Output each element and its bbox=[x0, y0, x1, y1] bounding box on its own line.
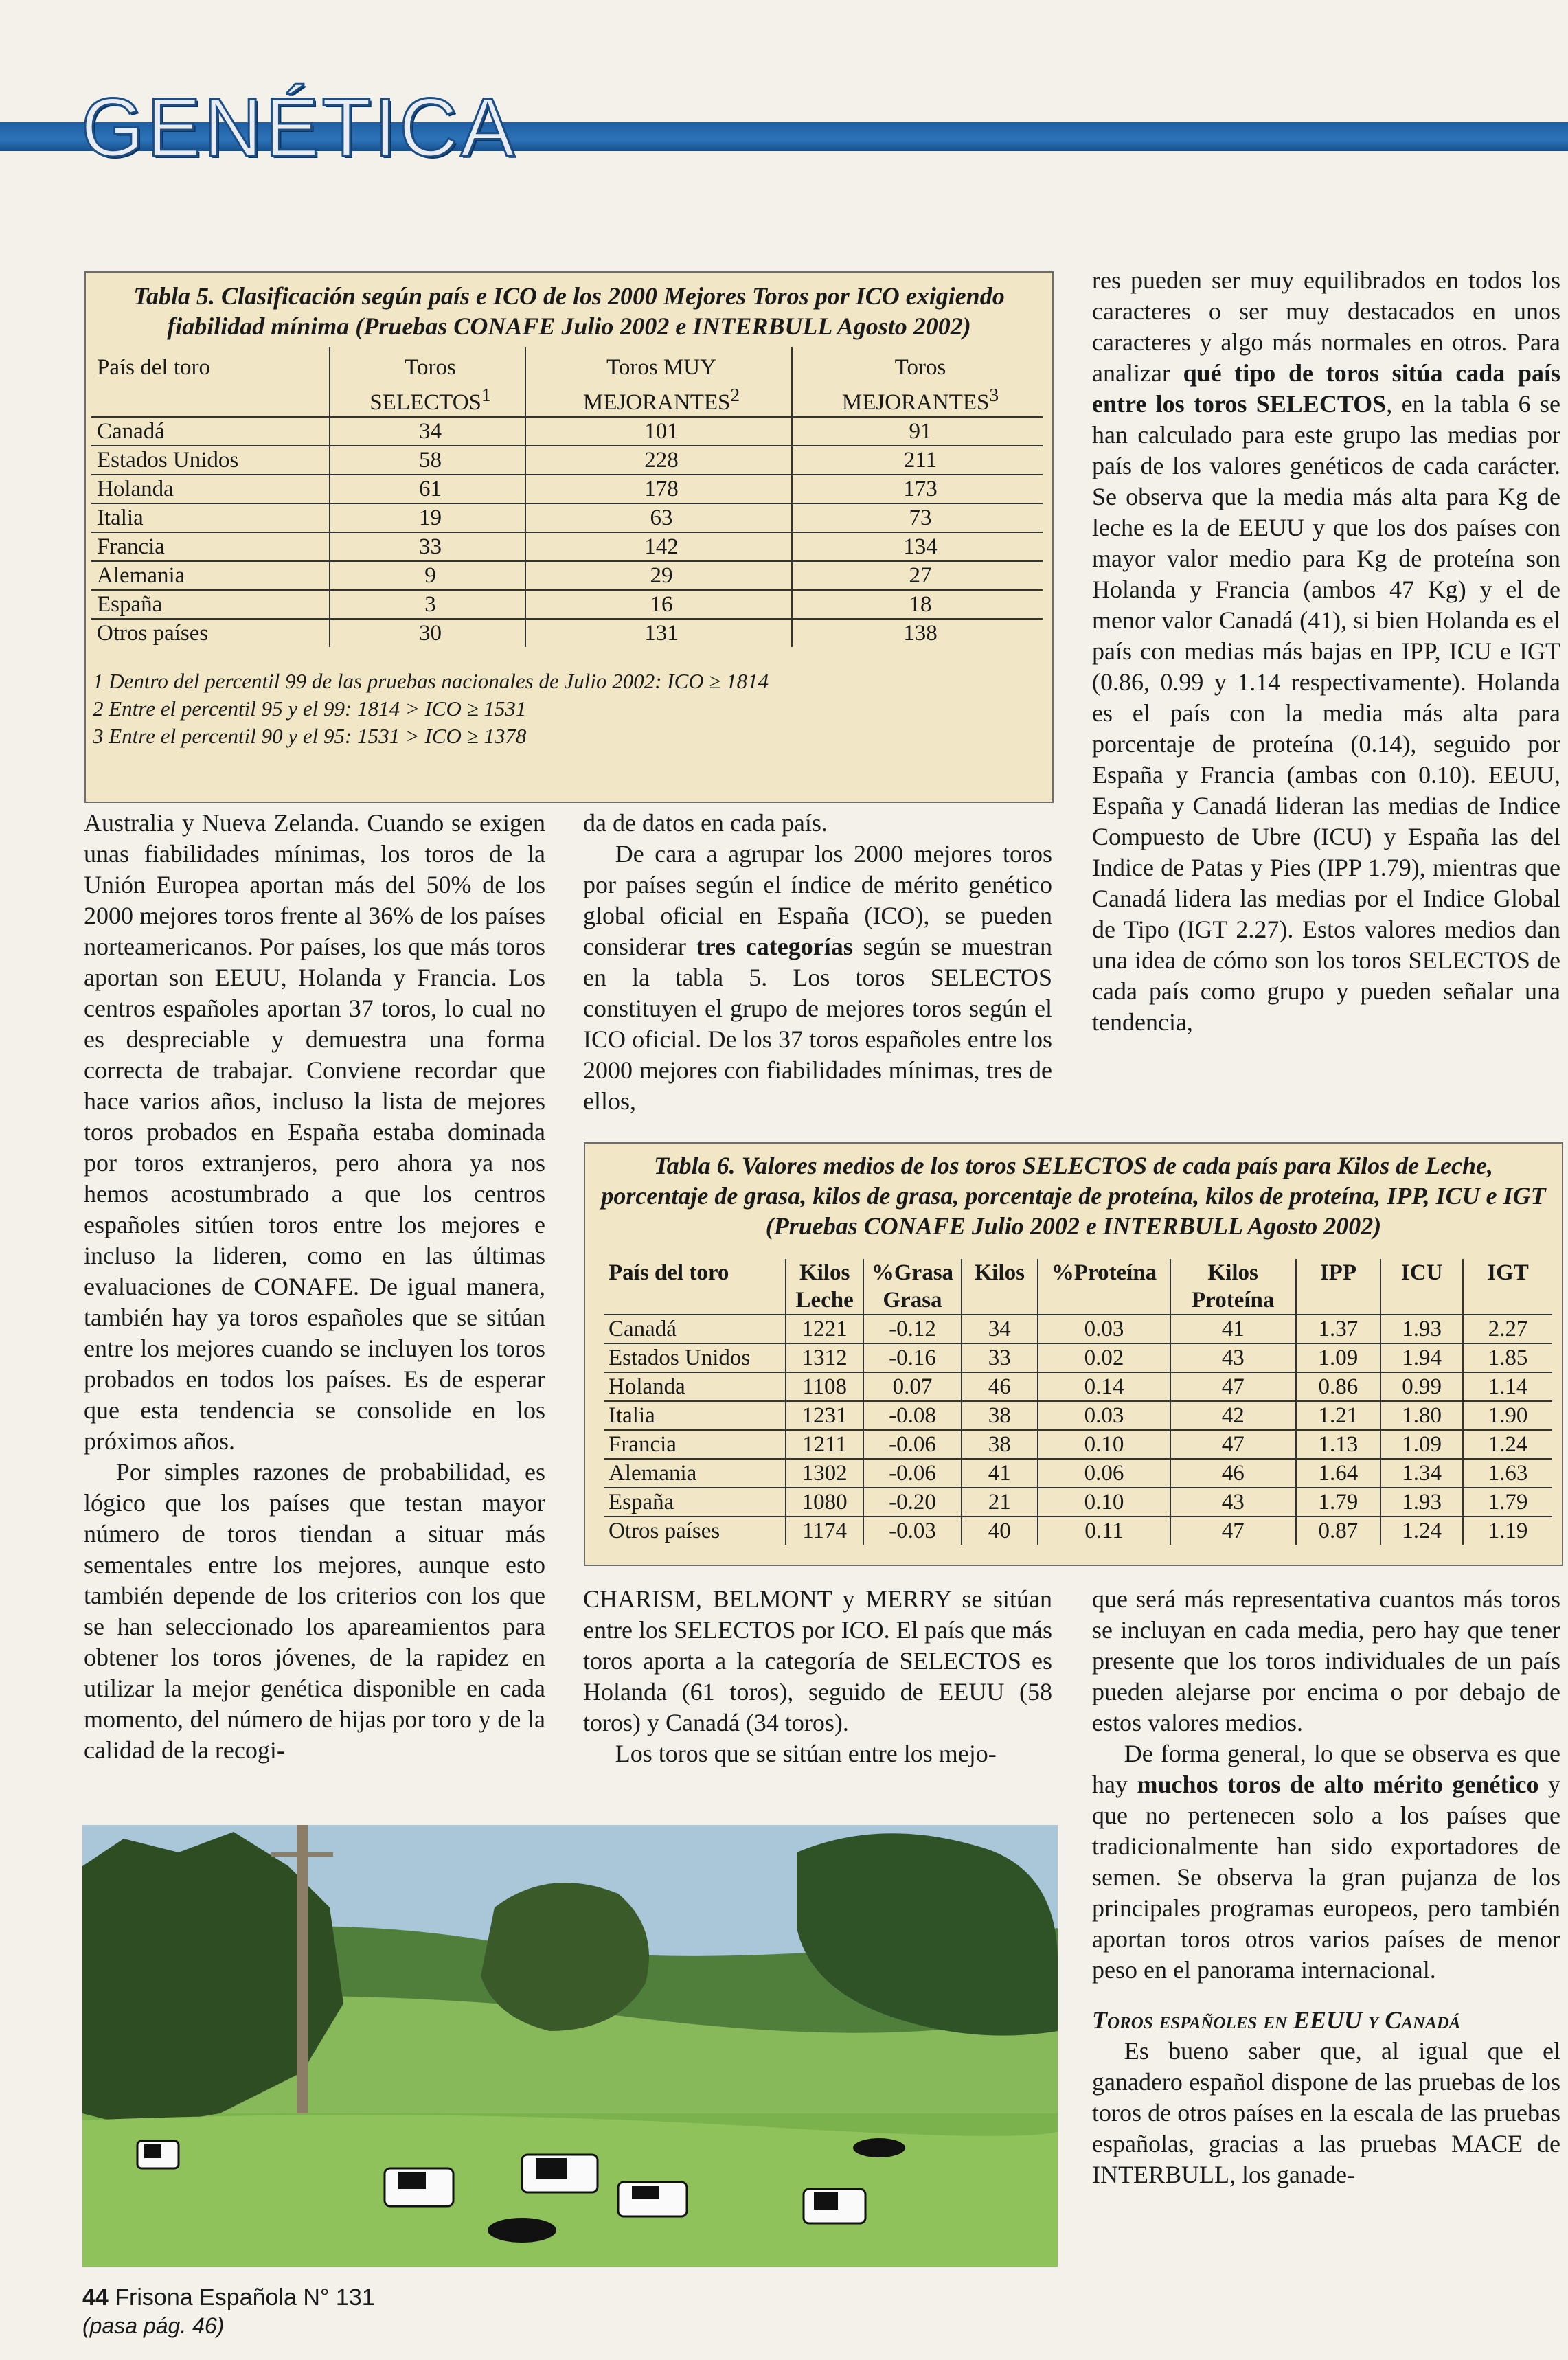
table5-row bbox=[91, 417, 1043, 446]
t5-cell-mejorantes: 73 bbox=[792, 503, 1043, 532]
t6-cell-icu: 1.94 bbox=[1380, 1343, 1463, 1372]
table5-row bbox=[91, 590, 1043, 619]
page-number: 44 bbox=[82, 2284, 109, 2311]
pasture-photo bbox=[82, 1825, 1058, 2267]
col1-paragraph-1: Australia y Nueva Zelanda. Cuando se exigen unas fiabilidades mínimas, los toros de la Unión Europea aportan más del 50% de los 2000 mejores toros frente al 36% de los países norteamericanos. Por países, los que más toros aportan son EEUU, Holanda y Francia. Los centros españoles aportan 37 toros, lo cual no es despreciable y demuestra una forma correcta de trabajar. Conviene recordar que hace varios años, incluso la lista de mejores toros probados en España estaba dominada por toros extranjeros, pero ahora ya nos hemos acostumbrado a que los centros españoles sitúen toros entre los mejores e incluso la lideren, como en las últimas evaluaciones de CONAFE. De igual manera, también hay ya toros españoles que se sitúan entre los mejores cuando se incluyen los toros probados en todos los países. Es de esperar que esta tendencia se consolide en los próximos años. bbox=[84, 809, 545, 1455]
t5-cell-muy-mejorantes: 178 bbox=[525, 475, 792, 503]
t6-cell-pais: Italia bbox=[604, 1401, 786, 1430]
t5-header-pais: País del toro bbox=[97, 355, 210, 380]
t6-cell-igt: 2.27 bbox=[1463, 1315, 1552, 1343]
t5-cell-pais: Alemania bbox=[91, 561, 330, 590]
col1-paragraph-2: Por simples razones de probabilidad, es lógico que los países que testan mayor número de toros tiendan a situar más sementales entre los mejores, aunque esto también depende de los criterios con los que se han seleccionado los apareamientos para obtener los toros jóvenes, de la rapidez en utilizar la mejor genética disponible en cada momento, del número de hijas por toro y de la calidad de la recogi- bbox=[84, 1458, 545, 1764]
t6-header-kilos-grasa: Kilos bbox=[962, 1259, 1038, 1315]
t6-header-ipp: IPP bbox=[1296, 1259, 1381, 1315]
t5-header-mej: MEJORANTES$^3$ bbox=[792, 381, 1043, 417]
t6-cell-kilos-grasa: 46 bbox=[962, 1372, 1038, 1401]
t5-cell-mejorantes: 27 bbox=[792, 561, 1043, 590]
t5-cell-muy-mejorantes: 228 bbox=[525, 446, 792, 475]
t6-cell-kilos-leche: 1302 bbox=[786, 1459, 864, 1488]
table5-row bbox=[91, 619, 1043, 647]
t6-cell-kilos-grasa: 38 bbox=[962, 1401, 1038, 1430]
t6-header-grasa-pct: %Grasa Grasa bbox=[863, 1259, 961, 1315]
t6-cell-ipp: 1.13 bbox=[1296, 1430, 1381, 1459]
table5-row bbox=[91, 532, 1043, 561]
t5-cell-pais: Italia bbox=[91, 503, 330, 532]
t5-cell-muy-mejorantes: 101 bbox=[525, 417, 792, 446]
t5-footnote-1: 1 Dentro del percentil 99 de las pruebas nacionales de Julio 2002: ICO ≥ 1814 bbox=[93, 669, 769, 693]
t6-header-icu: ICU bbox=[1380, 1259, 1463, 1315]
column-3-upper bbox=[1092, 265, 1560, 1038]
t5-header-muy: MEJORANTES$^2$ bbox=[525, 381, 792, 417]
t6-cell-grasa-pct: -0.20 bbox=[863, 1488, 961, 1517]
t6-header-proteina-pct: %Proteína bbox=[1038, 1259, 1170, 1315]
t6-cell-pais: España bbox=[604, 1488, 786, 1517]
t6-cell-kilos-proteina: 46 bbox=[1170, 1459, 1296, 1488]
t5-cell-selectos: 58 bbox=[330, 446, 525, 475]
t6-cell-kilos-proteina: 47 bbox=[1170, 1372, 1296, 1401]
t5-cell-pais: Francia bbox=[91, 532, 330, 561]
t6-cell-icu: 1.80 bbox=[1380, 1401, 1463, 1430]
table6-title: Tabla 6. Valores medios de los toros SELECTOS de cada país para Kilos de Leche, porcentaje de grasa, kilos de grasa, porcentaje de proteína, kilos de proteína, IPP, ICU e IGT (Pruebas CONAFE Julio 2002 e INTERBULL Agosto 2002) bbox=[601, 1152, 1546, 1240]
t5-cell-pais: Estados Unidos bbox=[91, 446, 330, 475]
t6-cell-pais: Holanda bbox=[604, 1372, 786, 1401]
t6-cell-kilos-grasa: 33 bbox=[962, 1343, 1038, 1372]
section-title: GENÉTICA bbox=[81, 81, 518, 174]
t5-cell-selectos: 9 bbox=[330, 561, 525, 590]
t6-cell-igt: 1.90 bbox=[1463, 1401, 1552, 1430]
t5-header-muy-top: Toros MUY bbox=[525, 347, 792, 381]
t6-cell-grasa-pct: 0.07 bbox=[863, 1372, 961, 1401]
t6-cell-proteina-pct: 0.03 bbox=[1038, 1401, 1170, 1430]
t6-cell-kilos-proteina: 42 bbox=[1170, 1401, 1296, 1430]
t5-cell-mejorantes: 138 bbox=[792, 619, 1043, 647]
t6-header-kilos-proteina: Kilos Proteína bbox=[1170, 1259, 1296, 1315]
column-2-lower bbox=[583, 1584, 1052, 1769]
t6-cell-icu: 1.09 bbox=[1380, 1430, 1463, 1459]
t6-cell-kilos-proteina: 47 bbox=[1170, 1430, 1296, 1459]
page-footer bbox=[82, 2284, 375, 2311]
t5-cell-mejorantes: 211 bbox=[792, 446, 1043, 475]
t6-cell-kilos-grasa: 21 bbox=[962, 1488, 1038, 1517]
t5-cell-pais: Otros países bbox=[91, 619, 330, 647]
continued-note: (pasa pág. 46) bbox=[82, 2313, 225, 2338]
t6-cell-igt: 1.19 bbox=[1463, 1517, 1552, 1545]
t6-cell-grasa-pct: -0.12 bbox=[863, 1315, 961, 1343]
table6-row bbox=[604, 1459, 1552, 1488]
t5-cell-pais: Holanda bbox=[91, 475, 330, 503]
column-3-lower bbox=[1092, 1584, 1560, 2190]
t6-cell-grasa-pct: -0.16 bbox=[863, 1343, 961, 1372]
t6-cell-grasa-pct: -0.06 bbox=[863, 1430, 961, 1459]
col2-paragraph-3: CHARISM, BELMONT y MERRY se sitúan entre los SELECTOS por ICO. El país que más toros aporta a la categoría de SELECTOS es Holanda (61 toros), seguido de EEUU (58 toros) y Canadá (34 toros). bbox=[583, 1585, 1052, 1736]
t5-cell-muy-mejorantes: 16 bbox=[525, 590, 792, 619]
table6-row bbox=[604, 1343, 1552, 1372]
t5-cell-pais: España bbox=[91, 590, 330, 619]
table5-row bbox=[91, 503, 1043, 532]
t6-cell-igt: 1.79 bbox=[1463, 1488, 1552, 1517]
t5-cell-mejorantes: 134 bbox=[792, 532, 1043, 561]
t5-cell-selectos: 33 bbox=[330, 532, 525, 561]
t5-cell-mejorantes: 173 bbox=[792, 475, 1043, 503]
t6-cell-kilos-leche: 1221 bbox=[786, 1315, 864, 1343]
t6-cell-ipp: 1.64 bbox=[1296, 1459, 1381, 1488]
t6-cell-pais: Francia bbox=[604, 1430, 786, 1459]
t6-cell-kilos-grasa: 38 bbox=[962, 1430, 1038, 1459]
t6-cell-grasa-pct: -0.08 bbox=[863, 1401, 961, 1430]
t6-cell-proteina-pct: 0.02 bbox=[1038, 1343, 1170, 1372]
t5-header-selectos-top: Toros bbox=[330, 347, 525, 381]
t5-cell-selectos: 19 bbox=[330, 503, 525, 532]
t6-cell-icu: 0.99 bbox=[1380, 1372, 1463, 1401]
t6-cell-pais: Estados Unidos bbox=[604, 1343, 786, 1372]
t5-cell-mejorantes: 91 bbox=[792, 417, 1043, 446]
table6-row bbox=[604, 1517, 1552, 1545]
t6-cell-kilos-leche: 1312 bbox=[786, 1343, 864, 1372]
t6-cell-grasa-pct: -0.03 bbox=[863, 1517, 961, 1545]
t6-cell-kilos-proteina: 43 bbox=[1170, 1488, 1296, 1517]
t6-cell-igt: 1.85 bbox=[1463, 1343, 1552, 1372]
t6-cell-igt: 1.63 bbox=[1463, 1459, 1552, 1488]
t6-cell-ipp: 1.37 bbox=[1296, 1315, 1381, 1343]
t6-cell-igt: 1.14 bbox=[1463, 1372, 1552, 1401]
t6-cell-grasa-pct: -0.06 bbox=[863, 1459, 961, 1488]
t6-cell-kilos-leche: 1211 bbox=[786, 1430, 864, 1459]
col3-subheading: Toros españoles en EEUU y Canadá bbox=[1092, 2006, 1461, 2034]
t6-cell-proteina-pct: 0.06 bbox=[1038, 1459, 1170, 1488]
t6-cell-proteina-pct: 0.10 bbox=[1038, 1430, 1170, 1459]
table6-row bbox=[604, 1488, 1552, 1517]
t6-cell-icu: 1.93 bbox=[1380, 1315, 1463, 1343]
column-1 bbox=[84, 808, 545, 1766]
t5-header-selectos: SELECTOS$^1$ bbox=[330, 381, 525, 417]
table6-row bbox=[604, 1430, 1552, 1459]
column-2-upper bbox=[583, 808, 1052, 1117]
table6-box bbox=[584, 1142, 1563, 1566]
col3-paragraph-3: De forma general, lo que se observa es que hay muchos toros de alto mérito genético y que no pertenecen solo a los países que tradicionalmente han sido exportadores de semen. Se observa la gran pujanza de los principales programas europeos, pero también aportan toros otros varios países de menor peso en el panorama internacional. bbox=[1092, 1740, 1561, 1984]
t5-cell-mejorantes: 18 bbox=[792, 590, 1043, 619]
t5-cell-pais: Canadá bbox=[91, 417, 330, 446]
t6-cell-pais: Canadá bbox=[604, 1315, 786, 1343]
t6-cell-proteina-pct: 0.03 bbox=[1038, 1315, 1170, 1343]
col2-paragraph-2: De cara a agrupar los 2000 mejores toros por países según el índice de mérito genético global oficial en España (ICO), se pueden considerar tres categorías según se muestran en la tabla 5. Los toros SELECTOS constituyen el grupo de mejores toros según el ICO oficial. De los 37 toros españoles entre los 2000 mejores con fiabilidades mínimas, tres de ellos, bbox=[583, 840, 1052, 1115]
t5-cell-selectos: 34 bbox=[330, 417, 525, 446]
table6-row bbox=[604, 1372, 1552, 1401]
t6-cell-icu: 1.34 bbox=[1380, 1459, 1463, 1488]
t5-cell-selectos: 3 bbox=[330, 590, 525, 619]
t6-cell-kilos-proteina: 43 bbox=[1170, 1343, 1296, 1372]
t6-cell-pais: Alemania bbox=[604, 1459, 786, 1488]
table5-row bbox=[91, 446, 1043, 475]
t6-header-kilos-leche: Kilos Leche bbox=[786, 1259, 864, 1315]
col2-paragraph-4: Los toros que se sitúan entre los mejo- bbox=[615, 1740, 997, 1767]
pasture-photo-illustration bbox=[82, 1825, 1058, 2267]
t6-cell-kilos-proteina: 41 bbox=[1170, 1315, 1296, 1343]
t6-cell-proteina-pct: 0.14 bbox=[1038, 1372, 1170, 1401]
t5-header-mej-top: Toros bbox=[792, 347, 1043, 381]
col3-paragraph-4: Es bueno saber que, al igual que el ganadero español dispone de las pruebas de los toros de otros países en la escala de las pruebas españolas, gracias a las pruebas MACE de INTERBULL, los ganade- bbox=[1092, 2037, 1560, 2188]
t6-cell-kilos-grasa: 40 bbox=[962, 1517, 1038, 1545]
t6-cell-proteina-pct: 0.10 bbox=[1038, 1488, 1170, 1517]
t6-cell-igt: 1.24 bbox=[1463, 1430, 1552, 1459]
table5-title: Tabla 5. Clasificación según país e ICO de los 2000 Mejores Toros por ICO exigiendo fiabilidad mínima (Pruebas CONAFE Julio 2002 e INTERBULL Agosto 2002) bbox=[133, 282, 1005, 340]
t6-cell-ipp: 0.87 bbox=[1296, 1517, 1381, 1545]
table5-row bbox=[91, 561, 1043, 590]
t6-cell-kilos-leche: 1108 bbox=[786, 1372, 864, 1401]
table5 bbox=[91, 347, 1043, 647]
t6-header-pais: País del toro bbox=[609, 1260, 729, 1285]
t6-cell-icu: 1.24 bbox=[1380, 1517, 1463, 1545]
t6-cell-icu: 1.93 bbox=[1380, 1488, 1463, 1517]
t6-cell-kilos-proteina: 47 bbox=[1170, 1517, 1296, 1545]
t5-footnote-2: 2 Entre el percentil 95 y el 99: 1814 > ICO ≥ 1531 bbox=[93, 696, 527, 721]
t6-cell-kilos-grasa: 34 bbox=[962, 1315, 1038, 1343]
t6-cell-ipp: 0.86 bbox=[1296, 1372, 1381, 1401]
t5-cell-muy-mejorantes: 142 bbox=[525, 532, 792, 561]
t5-footnote-3: 3 Entre el percentil 90 y el 95: 1531 > ICO ≥ 1378 bbox=[93, 724, 527, 748]
t5-cell-selectos: 61 bbox=[330, 475, 525, 503]
t6-header-igt: IGT bbox=[1463, 1259, 1552, 1315]
table5-box bbox=[84, 271, 1054, 803]
table5-row bbox=[91, 475, 1043, 503]
t6-cell-ipp: 1.79 bbox=[1296, 1488, 1381, 1517]
t6-cell-kilos-grasa: 41 bbox=[962, 1459, 1038, 1488]
t6-cell-kilos-leche: 1231 bbox=[786, 1401, 864, 1430]
t5-cell-muy-mejorantes: 131 bbox=[525, 619, 792, 647]
table6-row bbox=[604, 1401, 1552, 1430]
t6-cell-pais: Otros países bbox=[604, 1517, 786, 1545]
t6-cell-kilos-leche: 1080 bbox=[786, 1488, 864, 1517]
col2-paragraph-1: da de datos en cada país. bbox=[583, 809, 828, 837]
t5-cell-muy-mejorantes: 63 bbox=[525, 503, 792, 532]
table6 bbox=[604, 1259, 1552, 1545]
t6-cell-ipp: 1.09 bbox=[1296, 1343, 1381, 1372]
t6-cell-kilos-leche: 1174 bbox=[786, 1517, 864, 1545]
t5-cell-selectos: 30 bbox=[330, 619, 525, 647]
t5-cell-muy-mejorantes: 29 bbox=[525, 561, 792, 590]
col3-paragraph-2: que será más representativa cuantos más toros se incluyan en cada media, pero hay que tener presente que los toros individuales de un país pueden alejarse por encima o por debajo de estos valores medios. bbox=[1092, 1585, 1560, 1736]
col3-paragraph-1: res pueden ser muy equilibrados en todos los caracteres o ser muy destacados en unos caracteres y algo más normales en otros. Para analizar qué tipo de toros sitúa cada país entre los toros SELECTOS, en la tabla 6 se han calculado para este grupo las medias por país de los valores genéticos de cada carácter. Se observa que la media más alta para Kg de leche es la de EEUU y que los dos países con mayor valor medio para Kg de proteína son Holanda y Francia (ambos 47 Kg) y el de menor valor Canadá (41), si bien Holanda es el país con medias más bajas en IPP, ICU e IGT (0.86, 0.99 y 1.14 respectivamente). Holanda es el país con la media más alta para porcentaje de proteína (0.14), seguido por España y Francia (ambas con 0.10). EEUU, España y Canadá lideran las medias de Indice Compuesto de Ubre (ICU) y España las del Indice de Patas y Pies (IPP 1.79), mientras que Canadá lidera las medias por el Indice Global de Tipo (IGT 2.27). Estos valores medios dan una idea de cómo son los toros SELECTOS de cada país como grupo y pueden señalar una tendencia, bbox=[1092, 266, 1560, 1036]
magazine-name: Frisona Española N° 131 bbox=[115, 2284, 375, 2311]
t6-cell-proteina-pct: 0.11 bbox=[1038, 1517, 1170, 1545]
t6-cell-ipp: 1.21 bbox=[1296, 1401, 1381, 1430]
table6-row bbox=[604, 1315, 1552, 1343]
